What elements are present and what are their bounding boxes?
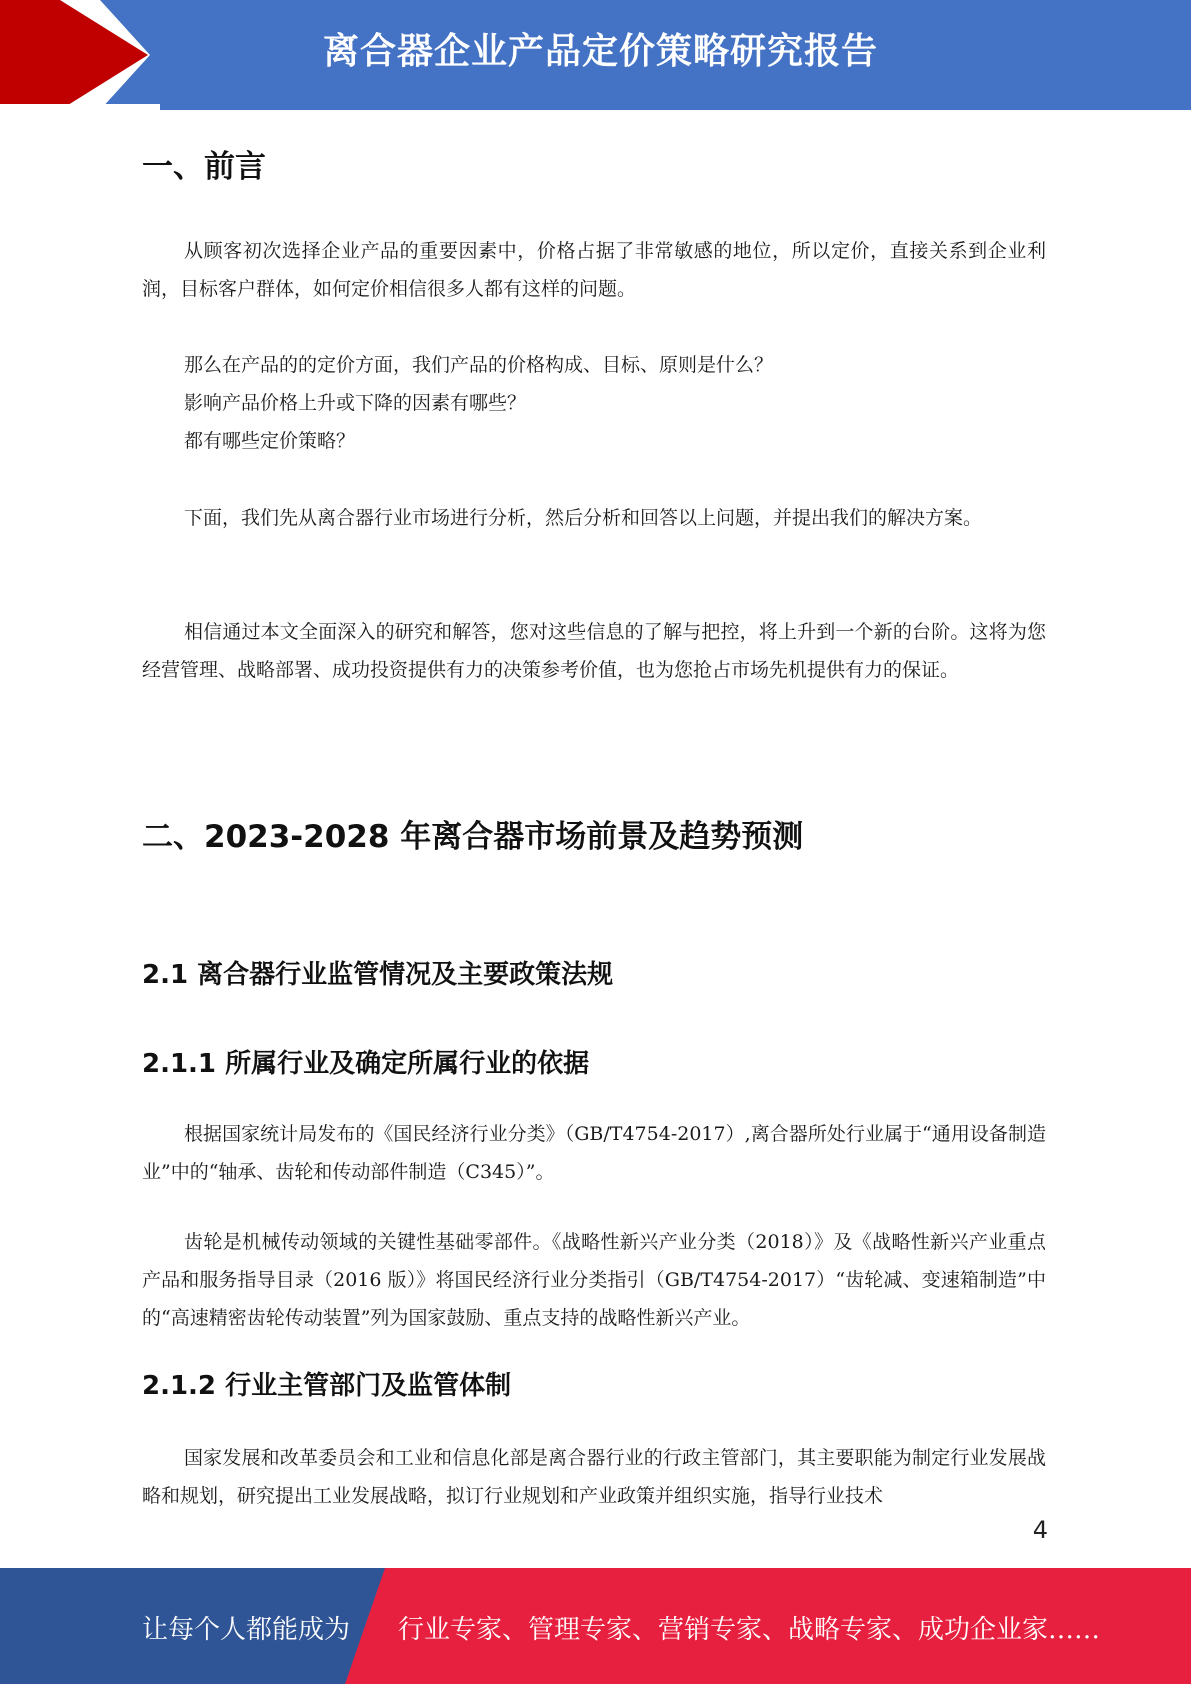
paragraph: 齿轮是机械传动领域的关键性基础零部件。《战略性新兴产业分类（2018）》及《战略性新兴产业重点产品和服务指导目录（2016 版）》将国民经济行业分类指引（GB/T4754-2017）“齿轮减、变速箱制造”中的“高速精密齿轮传动装置”列为国家鼓励、重点支持的战略性新兴产业。 <box>142 1231 1046 1329</box>
subsection-heading: 2.1 离合器行业监管情况及主要政策法规 <box>142 960 614 990</box>
paragraph: 相信通过本文全面深入的研究和解答，您对这些信息的了解与把控，将上升到一个新的台阶。这将为您经营管理、战略部署、成功投资提供有力的决策参考价值，也为您抢占市场先机提供有力的保证。 <box>142 621 1046 681</box>
footer-slogan-left: 让每个人都能成为 <box>142 1615 351 1645</box>
paragraph: 下面，我们先从离合器行业市场进行分析，然后分析和回答以上问题，并提出我们的解决方案。 <box>184 507 983 529</box>
footer-band <box>0 1568 1191 1684</box>
paragraph: 国家发展和改革委员会和工业和信息化部是离合器行业的行政主管部门，其主要职能为制定行业发展战略和规划，研究提出工业发展战略，拟订行业规划和产业政策并组织实施，指导行业技术 <box>142 1447 1046 1507</box>
question-line: 那么在产品的的定价方面，我们产品的价格构成、目标、原则是什么？ <box>184 354 774 376</box>
paragraph: 从顾客初次选择企业产品的重要因素中，价格占据了非常敏感的地位，所以定价，直接关系到企业利润，目标客户群体，如何定价相信很多人都有这样的问题。 <box>142 240 1046 300</box>
header-band <box>0 0 1191 110</box>
question-line: 都有哪些定价策略？ <box>184 430 356 452</box>
footer-slogan-right: 行业专家、管理专家、营销专家、战略专家、成功企业家…… <box>398 1615 1101 1645</box>
report-title: 离合器企业产品定价策略研究报告 <box>322 31 878 72</box>
page-number: 4 <box>1032 1516 1048 1544</box>
subsection-heading: 2.1.2 行业主管部门及监管体制 <box>142 1371 512 1401</box>
paragraph: 根据国家统计局发布的《国民经济行业分类》（GB/T4754-2017）,离合器所处行业属于“通用设备制造业”中的“轴承、齿轮和传动部件制造（C345）”。 <box>142 1123 1046 1183</box>
subsection-heading: 2.1.1 所属行业及确定所属行业的依据 <box>142 1049 590 1079</box>
section-heading-preface: 一、前言 <box>142 149 266 185</box>
question-line: 影响产品价格上升或下降的因素有哪些？ <box>184 392 527 414</box>
section-heading-market: 二、2023-2028 年离合器市场前景及趋势预测 <box>142 819 804 855</box>
